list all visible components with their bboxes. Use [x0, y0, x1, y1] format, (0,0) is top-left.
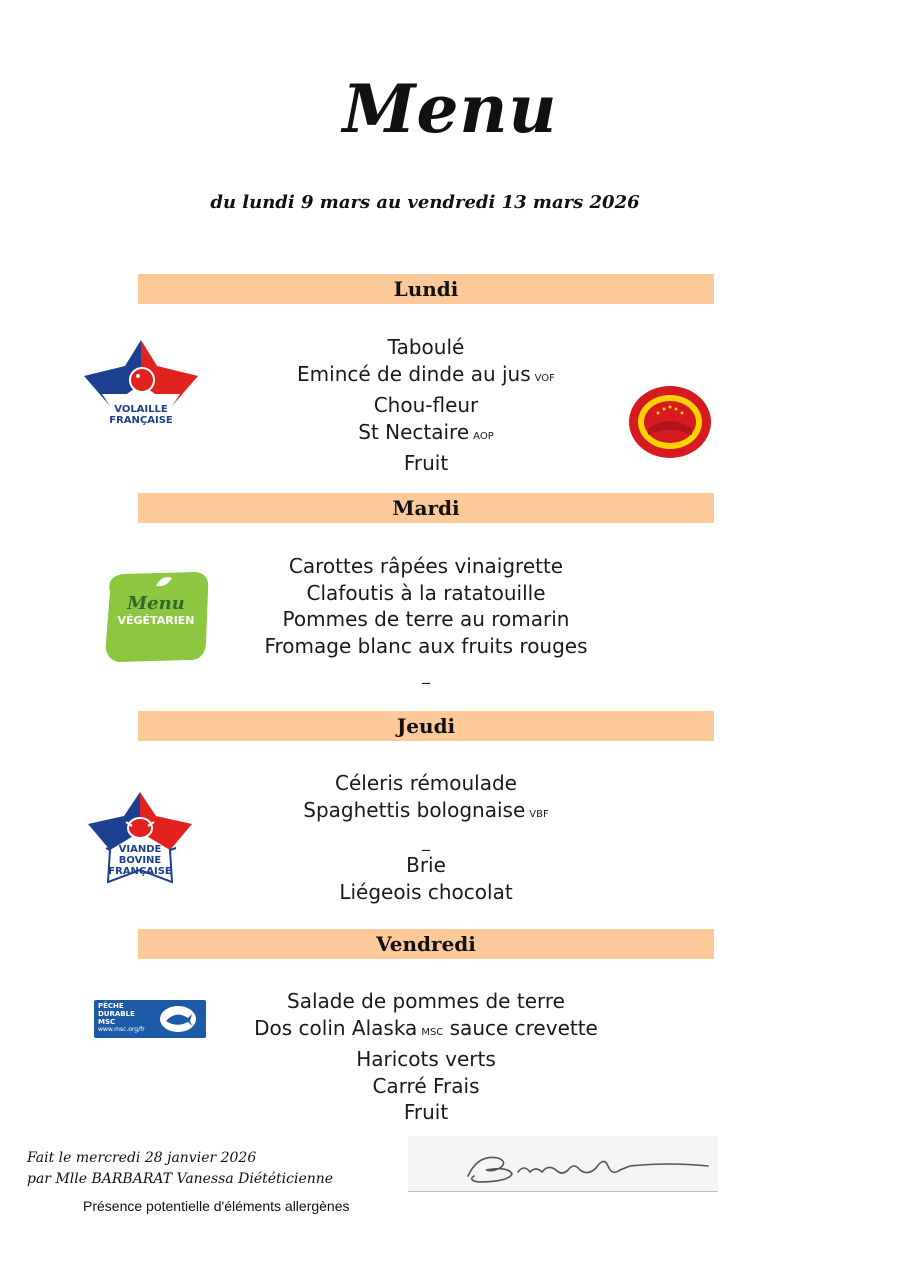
- allergen-notice: Présence potentielle d'éléments allergènes: [83, 1198, 350, 1214]
- menu-item: Dos colin Alaska MSC sauce crevette: [254, 1015, 598, 1040]
- menu-items-mardi: [138, 553, 714, 685]
- day-header-jeudi: Jeudi: [138, 711, 714, 741]
- logo-text: Menu: [127, 593, 185, 614]
- logo-text: www.msc.org/fr: [98, 1026, 145, 1033]
- menu-item: Carré Frais: [372, 1073, 480, 1098]
- handwritten-signature-icon: [408, 1136, 718, 1191]
- logo-text: VOLAILLE: [114, 404, 168, 415]
- viande-bovine-francaise-logo: [84, 788, 196, 890]
- menu-items-jeudi: [138, 770, 714, 905]
- star-logo-icon: [80, 336, 202, 444]
- menu-item: Fruit: [403, 1100, 449, 1124]
- separator-dash: _: [422, 832, 430, 851]
- menu-date-range: du lundi 9 mars au vendredi 13 mars 2026: [210, 192, 640, 213]
- volaille-francaise-logo: [80, 336, 202, 448]
- aop-seal-icon: [628, 385, 712, 459]
- msc-peche-durable-logo: [94, 1000, 206, 1038]
- page-title: Menu: [342, 70, 558, 148]
- menu-item: Liégeois chocolat: [339, 879, 513, 904]
- signature: [408, 1136, 718, 1192]
- day-header-mardi: Mardi: [138, 493, 714, 523]
- label-tag: MSC: [421, 1026, 444, 1038]
- menu-item: Taboulé: [387, 335, 465, 359]
- logo-text: VÉGÉTARIEN: [117, 614, 195, 627]
- footer-made-on: Fait le mercredi 28 janvier 2026: [27, 1150, 257, 1166]
- logo-text: VIANDE: [118, 844, 162, 855]
- day-header-lundi: Lundi: [138, 274, 714, 304]
- menu-items-vendredi: [138, 988, 714, 1126]
- menu-item: Fromage blanc aux fruits rouges: [264, 633, 588, 658]
- label-tag: VBF: [529, 808, 549, 820]
- menu-item: Clafoutis à la ratatouille: [306, 580, 546, 605]
- aop-logo: [628, 385, 712, 463]
- menu-item: Emincé de dinde au jus VOF: [297, 361, 555, 386]
- logo-text: BOVINE: [118, 855, 162, 866]
- day-header-vendredi: Vendredi: [138, 929, 714, 959]
- menu-item: Fruit: [403, 451, 449, 475]
- menu-item: Carottes râpées vinaigrette: [288, 554, 564, 578]
- logo-text: PÊCHE: [98, 1002, 124, 1010]
- logo-text: DURABLE: [98, 1010, 135, 1018]
- logo-text: FRANÇAISE: [109, 415, 173, 426]
- menu-item: Haricots verts: [356, 1047, 496, 1071]
- menu-item: Salade de pommes de terre: [287, 989, 565, 1013]
- menu-item: Céleris rémoulade: [335, 771, 517, 795]
- menu-item: St Nectaire AOP: [358, 419, 494, 444]
- fish-check-icon: [158, 1004, 198, 1034]
- menu-item: Pommes de terre au romarin: [282, 607, 570, 631]
- label-tag: VOF: [534, 372, 555, 384]
- separator-dash: _: [422, 665, 430, 684]
- menu-item: Spaghettis bolognaise VBF: [303, 797, 549, 822]
- logo-text: MSC: [98, 1018, 116, 1026]
- menu-item: Chou-fleur: [373, 393, 479, 417]
- footer-author: par Mlle BARBARAT Vanessa Diététicienne: [27, 1171, 334, 1187]
- menu-item: Brie: [406, 853, 446, 877]
- logo-text: FRANÇAISE: [108, 866, 172, 877]
- label-tag: AOP: [473, 430, 494, 442]
- menu-vegetarien-logo: [100, 570, 212, 668]
